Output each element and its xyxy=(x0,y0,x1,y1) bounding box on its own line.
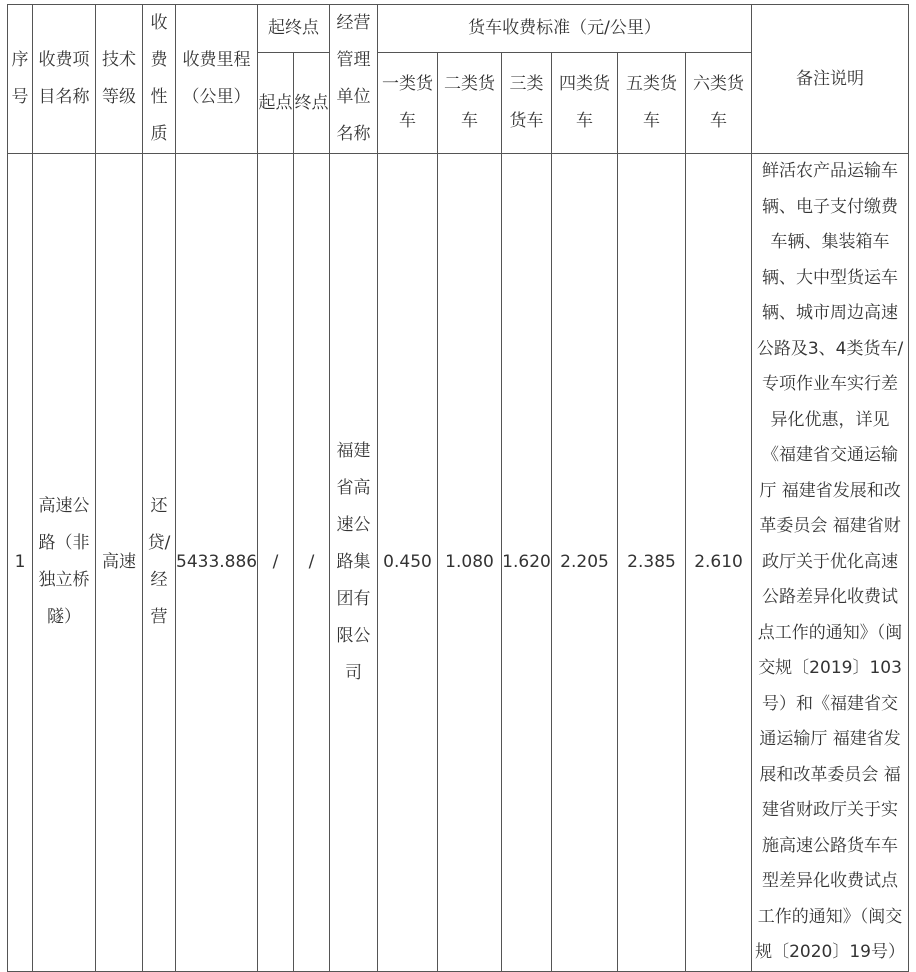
header-tech-grade: 技术等级 xyxy=(96,5,143,154)
header-seq: 序号 xyxy=(8,5,33,154)
header-project-name: 收费项目名称 xyxy=(33,5,96,154)
cell-class3: 1.620 xyxy=(502,154,552,972)
header-class1: 一类货车 xyxy=(378,53,438,154)
cell-seq: 1 xyxy=(8,154,33,972)
table-row xyxy=(8,154,909,972)
header-endpoints: 起终点 xyxy=(258,5,330,53)
cell-nature: 还贷/经营 xyxy=(143,154,176,972)
header-remarks: 备注说明 xyxy=(752,5,909,154)
cell-mileage: 5433.886 xyxy=(176,154,258,972)
header-mileage: 收费里程（公里） xyxy=(176,5,258,154)
cell-class1: 0.450 xyxy=(378,154,438,972)
header-end: 终点 xyxy=(294,53,330,154)
header-class2: 二类货车 xyxy=(438,53,502,154)
header-truck-fee: 货车收费标准（元/公里） xyxy=(378,5,752,53)
header-start: 起点 xyxy=(258,53,294,154)
cell-operator: 福建省高速公路集团有限公司 xyxy=(330,154,378,972)
cell-end: / xyxy=(294,154,330,972)
cell-start: / xyxy=(258,154,294,972)
toll-fee-table xyxy=(7,4,909,972)
cell-class2: 1.080 xyxy=(438,154,502,972)
header-class6: 六类货车 xyxy=(686,53,752,154)
header-class4: 四类货车 xyxy=(552,53,618,154)
header-class3: 三类货车 xyxy=(502,53,552,154)
cell-tech-grade: 高速 xyxy=(96,154,143,972)
cell-remarks: 鲜活农产品运输车辆、电子支付缴费车辆、集装箱车辆、大中型货运车辆、城市周边高速公路及3、4类货车/专项作业车实行差异化优惠，详见《福建省交通运输厅 福建省发展和改革委员会 福建省财政厅关于优化高速公路差异化收费试点工作的通知》（闽交规〔2019〕103号）和《福建省交通运输厅 福建省发展和改革委员会 福建省财政厅关于实施高速公路货车车型差异化收费试点工作的通知》（闽交规〔2020〕19号） xyxy=(752,154,909,972)
cell-project-name: 高速公路（非独立桥隧） xyxy=(33,154,96,972)
header-row-top xyxy=(8,5,909,53)
cell-class6: 2.610 xyxy=(686,154,752,972)
header-nature: 收费性质 xyxy=(143,5,176,154)
header-operator: 经营管理单位名称 xyxy=(330,5,378,154)
cell-class4: 2.205 xyxy=(552,154,618,972)
header-class5: 五类货车 xyxy=(618,53,686,154)
cell-class5: 2.385 xyxy=(618,154,686,972)
